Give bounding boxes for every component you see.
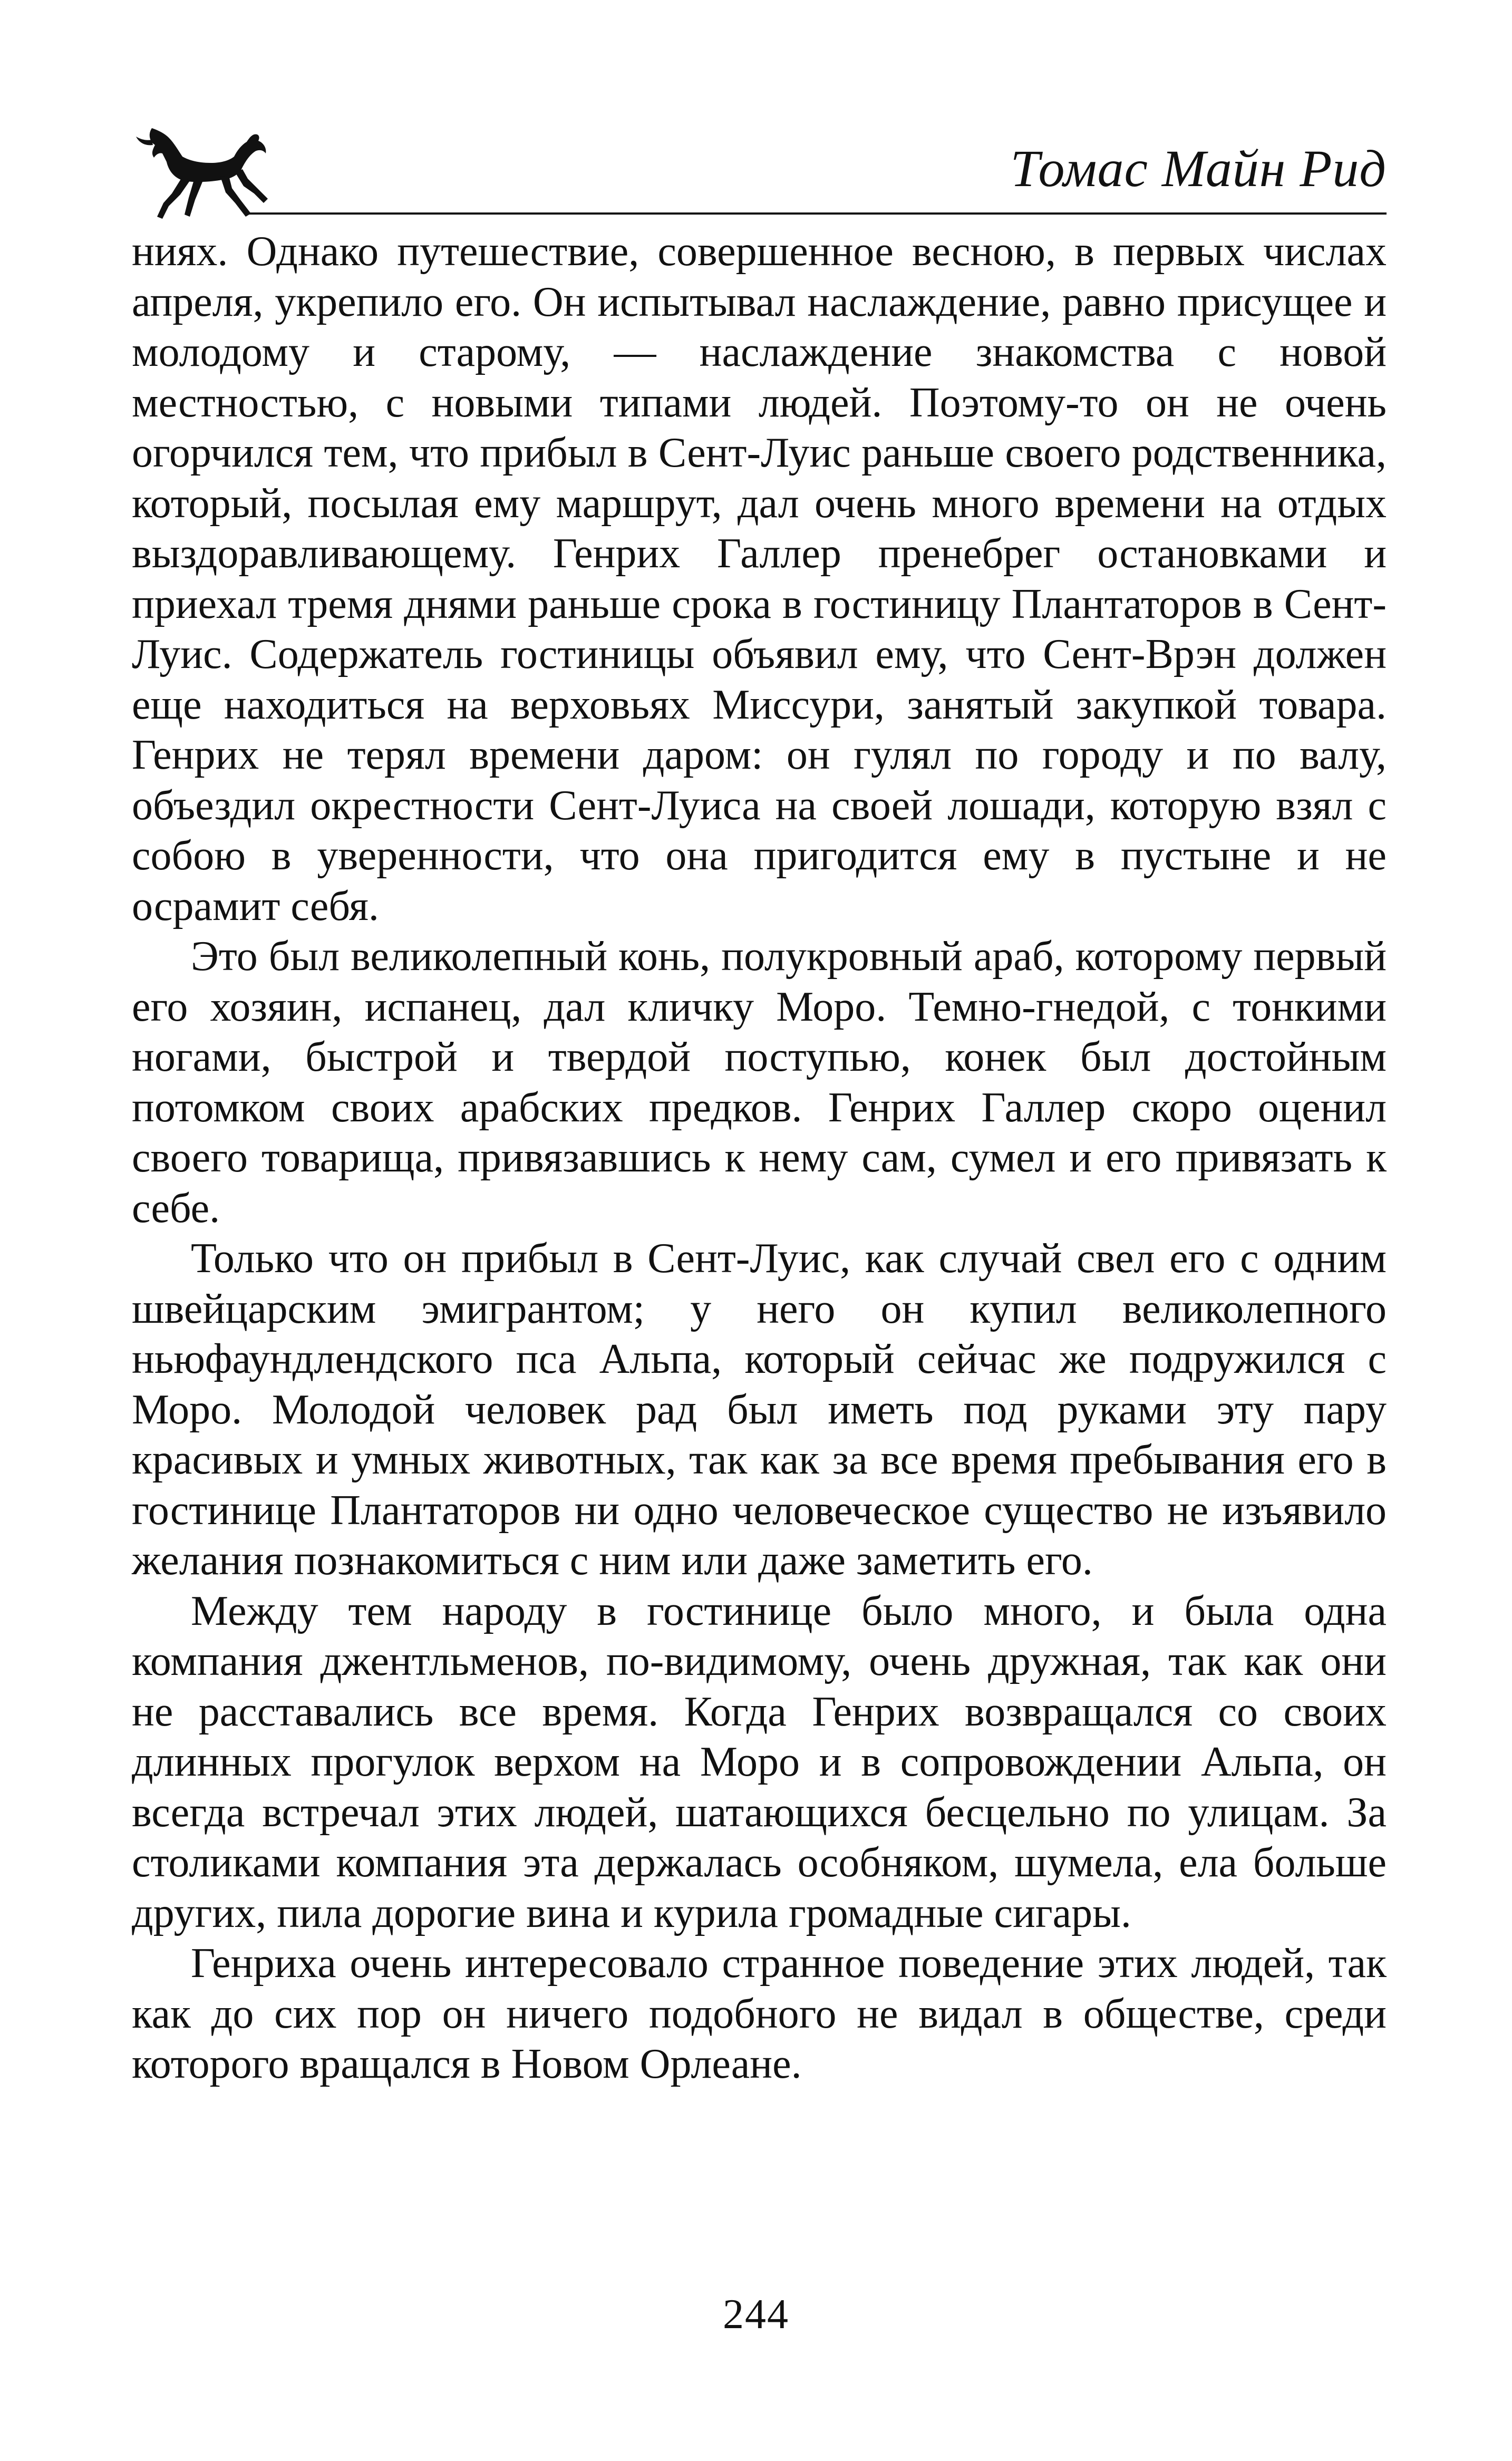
paragraph: Генриха очень интересовало странное поведение этих людей, так как до сих пор он ничего подобного не видал в обществе, среди которого вращался в Новом Орлеане.: [132, 1940, 1387, 2087]
paragraph: Только что он прибыл в Сент-Луис, как случай свел его с одним швейцарским эмигрантом; у него он купил великолепного ньюфаундлендского пса Альпа, который сейчас же подружился с Моро. Молодой человек рад был иметь под руками эту пару красивых и умных животных, так как за все время пребывания его в гостинице Плантаторов ни одно человеческое существо не изъявило желания познакомиться с ним или даже заметить его.: [132, 1235, 1387, 1584]
page-number: 244: [723, 2291, 789, 2338]
paragraph: Между тем народу в гостинице было много, и была одна компания джентльменов, по-видимому, очень дружная, так как они не расставались все время. Когда Генрих возвращался со своих длинных прогулок верхом на Моро и в сопровождении Альпа, он всегда встречал этих людей, шатающихся бесцельно по улицам. За столиками компания эта держалась особняком, шумела, ела больше других, пила дорогие вина и курила громадные сигары.: [132, 1587, 1387, 1936]
paragraph: Это был великолепный конь, полукровный араб, которому первый его хозяин, испанец, дал кличку Моро. Темно-гнедой, с тонкими ногами, быстрой и твердой поступью, конек был достойным потомком своих арабских предков. Генрих Галлер скоро оценил своего товарища, привязавшись к нему сам, сумел и его привязать к себе.: [132, 933, 1387, 1232]
running-header-author: Томас Майн Рид: [1010, 139, 1387, 198]
body-text: [132, 227, 1387, 2090]
paragraph: ниях. Однако путешествие, совершенное весною, в первых числах апреля, укрепило его. Он испытывал наслаждение, равно присущее и молодому и старому, — наслаждение знакомства с новой местностью, с новыми типами людей. Поэтому-то он не очень огорчился тем, что прибыл в Сент-Луис раньше своего родственника, который, посылая ему маршрут, дал очень много времени на отдых выздоравливающему. Генрих Галлер пренебрег остановками и приехал тремя днями раньше срока в гостиницу Плантаторов в Сент-Луис. Содержатель гостиницы объявил ему, что Сент-Врэн должен еще находиться на верховьях Миссури, занятый закупкой товара. Генрих не терял времени даром: он гулял по городу и по валу, объездил окрестности Сент-Луиса на своей лошади, которую взял с собою в уверенности, что она пригодится ему в пустыне и не осрамит себя.: [132, 228, 1387, 929]
horse-icon: [132, 124, 269, 227]
running-header: [132, 124, 1387, 229]
header-rule: [248, 212, 1387, 215]
